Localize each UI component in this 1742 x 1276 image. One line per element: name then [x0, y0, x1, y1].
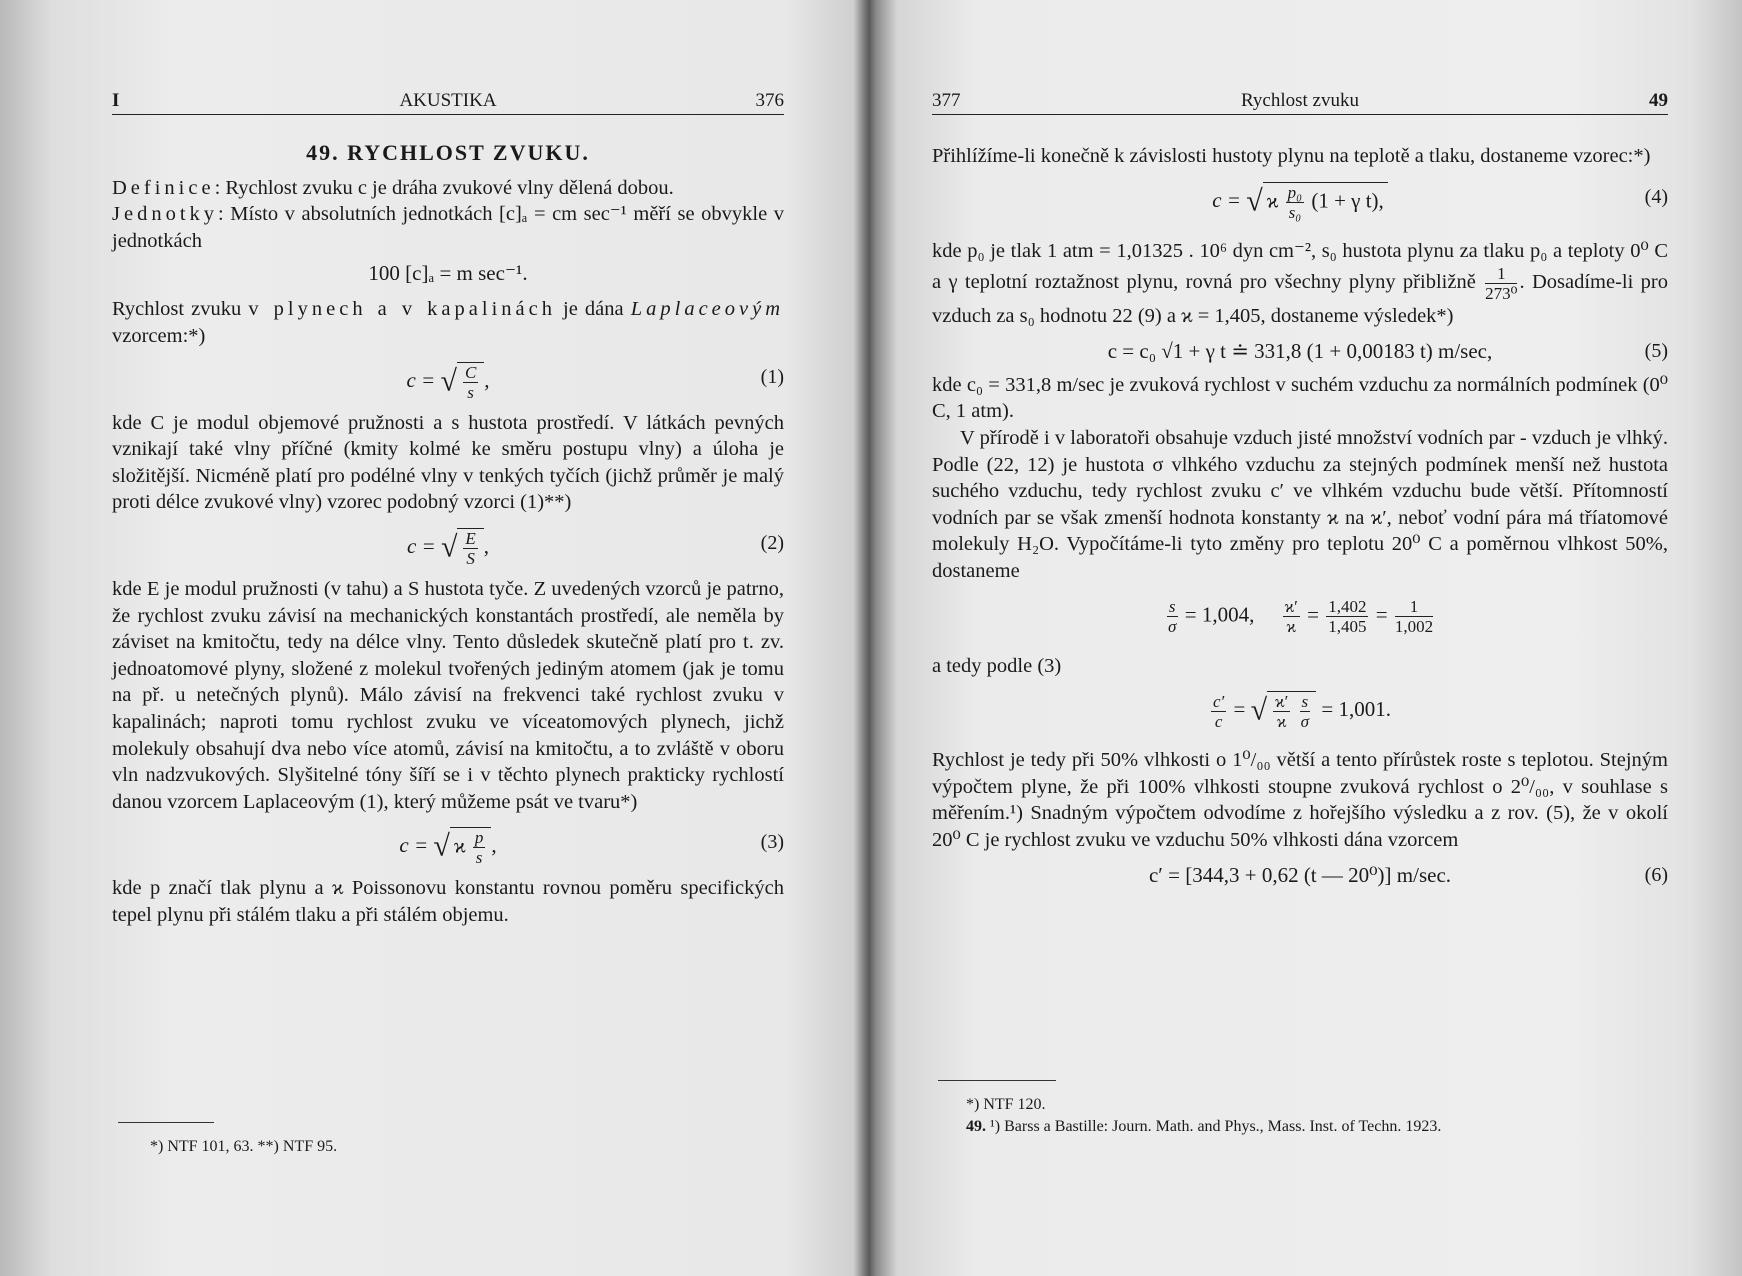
header-title: Rychlost zvuku	[1241, 90, 1359, 111]
definition-paragraph: Definice: Rychlost zvuku c je dráha zvukové vlny dělená dobou.	[112, 176, 674, 199]
header-section: I	[112, 90, 120, 111]
body-paragraph: Rychlost je tedy při 50% vlhkosti o 1⁰/₀₀ větší a tento přírůstek roste s teplotou. Stejným výpočtem plyne, že při 100% vlhkosti stoupne zvuková rychlost o 2⁰/₀₀, v souhlase s měřením.¹) Snadným výpočtem odvodíme z hořejšího výsledku a z rov. (5), že v okolí 20⁰ C je rychlost zvuku ve vzduchu 50% vlhkosti dána vzorcem	[932, 749, 1668, 851]
header-title: AKUSTIKA	[399, 90, 497, 111]
body-paragraph: kde p značí tlak plynu a ϰ Poissonovu konstantu rovnou poměru specifických tepel plynu při stálém tlaku a při stálém objemu.	[112, 877, 784, 926]
footnote-rule	[118, 1122, 214, 1123]
right-header	[932, 86, 1668, 115]
body-paragraph: kde c₀ = 331,8 m/sec je zvuková rychlost v suchém vzduchu za normálních podmínek (0⁰ C, 1 atm).	[932, 373, 1668, 423]
c-ratio-equation: $\frac{c'}{c}$ = √ $\frac{ϰ'}{ϰ}$ $\frac{s}{\sigma}$ = 1,001.	[1212, 691, 1392, 732]
equation-2: c = √ $\frac{E}{S}$ , (2)	[406, 528, 784, 568]
left-header	[112, 86, 784, 115]
body-paragraph: Přihlížíme-li konečně k závislosti hustoty plynu na teplotě a tlaku, dostaneme vzorec:*)	[932, 145, 1651, 167]
equation-number: (6)	[1644, 863, 1668, 886]
body-paragraph: kde E je modul pružnosti (v tahu) a S hustota tyče. Z uvedených vzorců je patrno, že rychlost zvuku závisí na mechanických konstantách prostředí, ale neměla by záviset na kmitočtu, tedy na délce vlny. Tento důsledek skutečně platí pro t. zv. jednoatomové plyny, složené z molekul tvořených jediným atomem (jak je tomu na př. u netečných plynů). Málo závisí na frekvenci také rychlost zvuku v kapalinách; naproti tomu rychlost zvuku ve víceatomových plynech, jichž molekuly obsahují dva nebo více atomů, závisí na kmitočtu, a to zvláště v oboru vln nadzvukových. Slyšitelné tóny šíří se i v těchto plynech prakticky rychlostí danou vzorcem Laplaceovým (1), který můžeme psát ve tvaru*)	[112, 577, 784, 813]
units-paragraph: Jednotky: Místo v absolutních jednotkách [c]ₐ = cm sec⁻¹ měří se obvykle v jednotkách	[112, 203, 784, 252]
equation-1: c = √ $\frac{C}{s}$ , (1)	[406, 362, 784, 402]
header-section: 49	[1649, 90, 1668, 111]
section-title: 49. RYCHLOST ZVUKU.	[306, 140, 590, 165]
left-page	[0, 0, 866, 1276]
equation-number: (4)	[1644, 185, 1668, 208]
footnotes: *) NTF 120. 49. ¹) Barss a Bastille: Journ. Math. and Phys., Mass. Inst. of Techn. 1923.	[966, 1096, 1442, 1135]
right-body	[932, 143, 1668, 896]
right-page	[866, 0, 1742, 1276]
equation-3: c = √ ϰ $\frac{p}{s}$ , (3)	[399, 828, 784, 868]
equation-5: c = c₀ √1 + γ t ≐ 331,8 (1 + 0,00183 t) m/sec, (5)	[1107, 338, 1668, 363]
ratio-equations: $\frac{s}{\sigma}$ = 1,004, $\frac{ϰ'}{ϰ}$ = $\frac{1,402}{1,405}$ = $\frac{1}{1,002}$	[1168, 596, 1434, 636]
equation-6: c′ = [344,3 + 0,62 (t — 20⁰)] m/sec. (6)	[1148, 862, 1668, 887]
left-body	[112, 140, 784, 928]
footnote-rule	[938, 1080, 1056, 1081]
header-page-number: 377	[932, 90, 961, 111]
laplace-paragraph: Rychlost zvuku v plynech a v kapalinách je dána Laplaceovým vzorcem:*)	[112, 298, 785, 347]
body-paragraph: V přírodě i v laboratoři obsahuje vzduch jisté množství vodních par - vzduch je vlhký. Podle (22, 12) je hustota σ vlhkého vzduchu za stejných podmínek menší než hustota suchého vzduchu, tedy rychlost zvuku c′ ve vlhkém vzduchu bude větší. Přítomností vodních par se však zmenší hodnota konstanty ϰ na ϰ′, neboť vodní pára má tříatomové molekuly H₂O. Vypočítáme-li tyto změny pro teplotu 20⁰ C a poměrnou vlhkost 50%, dostaneme	[932, 426, 1668, 582]
equation-4: c = √ ϰ $\frac{\text{p₀}}{\text{s₀}}$ (1 + γ t), (4)	[1212, 182, 1668, 222]
equation-number: (1)	[760, 365, 784, 388]
body-paragraph: a tedy podle (3)	[932, 654, 1062, 677]
equation-number: (5)	[1644, 339, 1668, 362]
equation-number: (2)	[760, 531, 784, 554]
equation-number: (3)	[760, 831, 784, 854]
units-equation: 100 [c]ₐ = m sec⁻¹.	[368, 261, 528, 286]
footnotes: *) NTF 101, 63. **) NTF 95.	[150, 1138, 338, 1155]
header-page-number: 376	[755, 90, 784, 111]
body-paragraph: kde p₀ je tlak 1 atm = 1,01325 . 10⁶ dyn cm⁻², s₀ hustota plynu za tlaku p₀ a teploty 0⁰ C a γ teplotní roztažnost plynu, rovná pro všechny plyny přibližně $\frac{1}{\text{273⁰}}$ . Dosadíme-li pro vzduch za s₀ hodnotu 22 (9) a ϰ = 1,405, dostaneme výsledek*)	[932, 239, 1668, 328]
body-paragraph: kde C je modul objemové pružnosti a s hustota prostředí. V látkách pevných vznikají také vlny příčné (kmity kolmé ke směru postupu vlny) a úloha je složitější. Nicméně platí pro podélné vlny v tenkých tyčích (jichž průměr je malý proti délce zvukové vlny) vzorec podobný vzorci (1)**)	[112, 411, 784, 514]
